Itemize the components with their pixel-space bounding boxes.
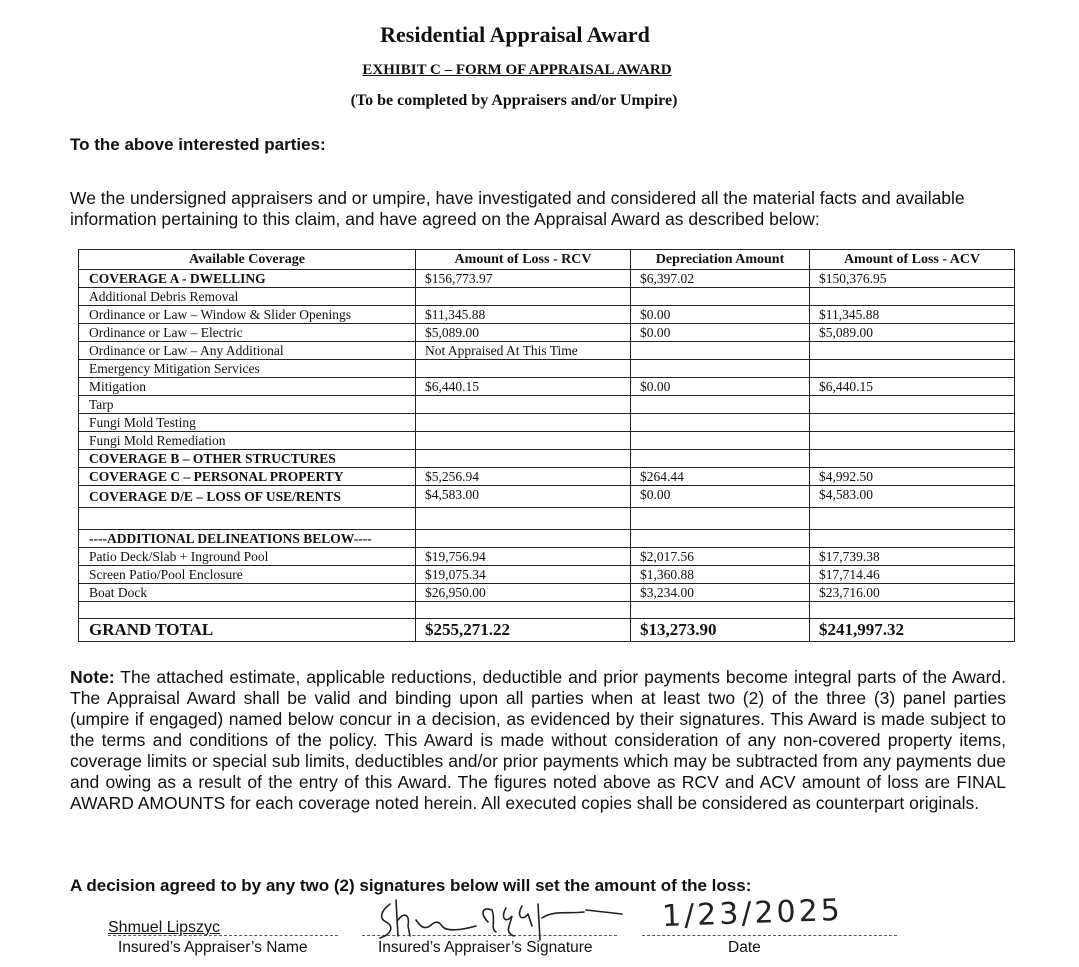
table-row xyxy=(79,360,1015,378)
rcv-cell: $5,089.00 xyxy=(416,324,631,342)
table-spacer-row xyxy=(79,508,1015,530)
table-row xyxy=(79,432,1015,450)
name-label: Insured’s Appraiser’s Name xyxy=(118,939,308,956)
note-paragraph xyxy=(70,667,1006,814)
grand-total-rcv: $255,271.22 xyxy=(416,619,631,642)
table-row xyxy=(79,288,1015,306)
rcv-cell: $156,773.97 xyxy=(416,270,631,288)
document-title: Residential Appraisal Award xyxy=(380,22,650,47)
coverage-cell: Screen Patio/Pool Enclosure xyxy=(79,566,416,584)
acv-cell: $4,992.50 xyxy=(810,468,1015,486)
coverage-cell: COVERAGE A - DWELLING xyxy=(79,270,416,288)
column-header: Amount of Loss - RCV xyxy=(416,250,631,270)
coverage-cell: Fungi Mold Testing xyxy=(79,414,416,432)
date-line xyxy=(642,935,897,936)
coverage-cell: COVERAGE C – PERSONAL PROPERTY xyxy=(79,468,416,486)
intro-paragraph: We the undersigned appraisers and or umpire, have investigated and considered all the material facts and available information pertaining to this claim, and have agreed on the Appraisal Award as described below: xyxy=(70,188,965,229)
rcv-cell: $5,256.94 xyxy=(416,468,631,486)
column-header: Depreciation Amount xyxy=(631,250,810,270)
depreciation-cell: $0.00 xyxy=(631,486,810,508)
acv-cell: $11,345.88 xyxy=(810,306,1015,324)
table-row xyxy=(79,396,1015,414)
delineations-heading: ----ADDITIONAL DELINEATIONS BELOW---- xyxy=(79,530,416,548)
acv-cell: $6,440.15 xyxy=(810,378,1015,396)
acv-cell: $17,739.38 xyxy=(810,548,1015,566)
table-row xyxy=(79,468,1015,486)
coverage-cell: COVERAGE B – OTHER STRUCTURES xyxy=(79,450,416,468)
instruction-text: (To be completed by Appraisers and/or Umpire) xyxy=(350,92,678,109)
depreciation-cell xyxy=(631,450,810,468)
depreciation-cell xyxy=(631,342,810,360)
decision-statement: A decision agreed to by any two (2) signatures below will set the amount of the loss: xyxy=(70,876,752,895)
appraisal-table xyxy=(78,249,1015,642)
depreciation-cell xyxy=(631,396,810,414)
note-label: Note: xyxy=(70,667,115,687)
coverage-cell: COVERAGE D/E – LOSS OF USE/RENTS xyxy=(79,486,416,508)
table-row xyxy=(79,584,1015,602)
rcv-cell xyxy=(416,414,631,432)
table-row xyxy=(79,486,1015,508)
depreciation-cell: $0.00 xyxy=(631,378,810,396)
delineations-heading-row xyxy=(79,530,1015,548)
grand-total-acv: $241,997.32 xyxy=(810,619,1015,642)
depreciation-cell xyxy=(631,414,810,432)
rcv-cell: $26,950.00 xyxy=(416,584,631,602)
acv-cell xyxy=(810,414,1015,432)
coverage-cell: Patio Deck/Slab + Inground Pool xyxy=(79,548,416,566)
table-row xyxy=(79,342,1015,360)
coverage-cell: Ordinance or Law – Electric xyxy=(79,324,416,342)
rcv-cell: $6,440.15 xyxy=(416,378,631,396)
signature-label: Insured’s Appraiser’s Signature xyxy=(378,939,593,956)
salutation: To the above interested parties: xyxy=(70,135,326,154)
exhibit-heading: EXHIBIT C – FORM OF APPRAISAL AWARD xyxy=(362,62,672,78)
rcv-cell: Not Appraised At This Time xyxy=(416,342,631,360)
table-header-row xyxy=(79,250,1015,270)
acv-cell xyxy=(810,288,1015,306)
rcv-cell xyxy=(416,432,631,450)
depreciation-cell: $0.00 xyxy=(631,306,810,324)
rcv-cell: $19,756.94 xyxy=(416,548,631,566)
coverage-cell: Boat Dock xyxy=(79,584,416,602)
rcv-cell: $19,075.34 xyxy=(416,566,631,584)
depreciation-cell xyxy=(631,360,810,378)
depreciation-cell: $1,360.88 xyxy=(631,566,810,584)
coverage-cell: Additional Debris Removal xyxy=(79,288,416,306)
rcv-cell xyxy=(416,450,631,468)
appraiser-name: Shmuel Lipszyc xyxy=(108,919,221,936)
coverage-cell: Tarp xyxy=(79,396,416,414)
rcv-cell: $4,583.00 xyxy=(416,486,631,508)
acv-cell: $4,583.00 xyxy=(810,486,1015,508)
grand-total-label: GRAND TOTAL xyxy=(79,619,416,642)
table-row xyxy=(79,378,1015,396)
table-spacer-row xyxy=(79,602,1015,619)
coverage-cell: Ordinance or Law – Any Additional xyxy=(79,342,416,360)
table-row xyxy=(79,548,1015,566)
table-row xyxy=(79,306,1015,324)
grand-total-row xyxy=(79,619,1015,642)
acv-cell xyxy=(810,342,1015,360)
table-row xyxy=(79,450,1015,468)
column-header: Available Coverage xyxy=(79,250,416,270)
depreciation-cell: $3,234.00 xyxy=(631,584,810,602)
acv-cell xyxy=(810,450,1015,468)
depreciation-cell xyxy=(631,288,810,306)
depreciation-cell: $0.00 xyxy=(631,324,810,342)
table-row xyxy=(79,270,1015,288)
date-label: Date xyxy=(728,939,761,956)
depreciation-cell: $2,017.56 xyxy=(631,548,810,566)
acv-cell xyxy=(810,360,1015,378)
handwritten-date: 1/23/2025 xyxy=(661,892,844,935)
acv-cell: $5,089.00 xyxy=(810,324,1015,342)
table-row xyxy=(79,414,1015,432)
depreciation-cell: $264.44 xyxy=(631,468,810,486)
depreciation-cell xyxy=(631,432,810,450)
rcv-cell xyxy=(416,360,631,378)
rcv-cell xyxy=(416,288,631,306)
acv-cell: $150,376.95 xyxy=(810,270,1015,288)
coverage-cell: Fungi Mold Remediation xyxy=(79,432,416,450)
depreciation-cell: $6,397.02 xyxy=(631,270,810,288)
table-row xyxy=(79,566,1015,584)
coverage-cell: Mitigation xyxy=(79,378,416,396)
acv-cell xyxy=(810,432,1015,450)
rcv-cell xyxy=(416,396,631,414)
acv-cell xyxy=(810,396,1015,414)
rcv-cell: $11,345.88 xyxy=(416,306,631,324)
coverage-cell: Ordinance or Law – Window & Slider Openings xyxy=(79,306,416,324)
coverage-cell: Emergency Mitigation Services xyxy=(79,360,416,378)
note-text: The attached estimate, applicable reductions, deductible and prior payments become integral parts of the Award. The Appraisal Award shall be valid and binding upon all parties when at least two (2) of the three (3) panel parties (umpire if engaged) named below concur in a decision, as evidenced by their signatures. This Award is made subject to the terms and conditions of the policy. This Award is made without consideration of any non-covered property items, coverage limits or special sub limits, deductibles and/or prior payments which may be subtracted from any payments due and owing as a result of the entry of this Award. The figures noted above as RCV and ACV amount of loss are FINAL AWARD AMOUNTS for each coverage noted herein. All executed copies shall be considered as counterpart originals. xyxy=(70,667,1006,813)
grand-total-depreciation: $13,273.90 xyxy=(631,619,810,642)
acv-cell: $23,716.00 xyxy=(810,584,1015,602)
table-row xyxy=(79,324,1015,342)
column-header: Amount of Loss - ACV xyxy=(810,250,1015,270)
acv-cell: $17,714.46 xyxy=(810,566,1015,584)
